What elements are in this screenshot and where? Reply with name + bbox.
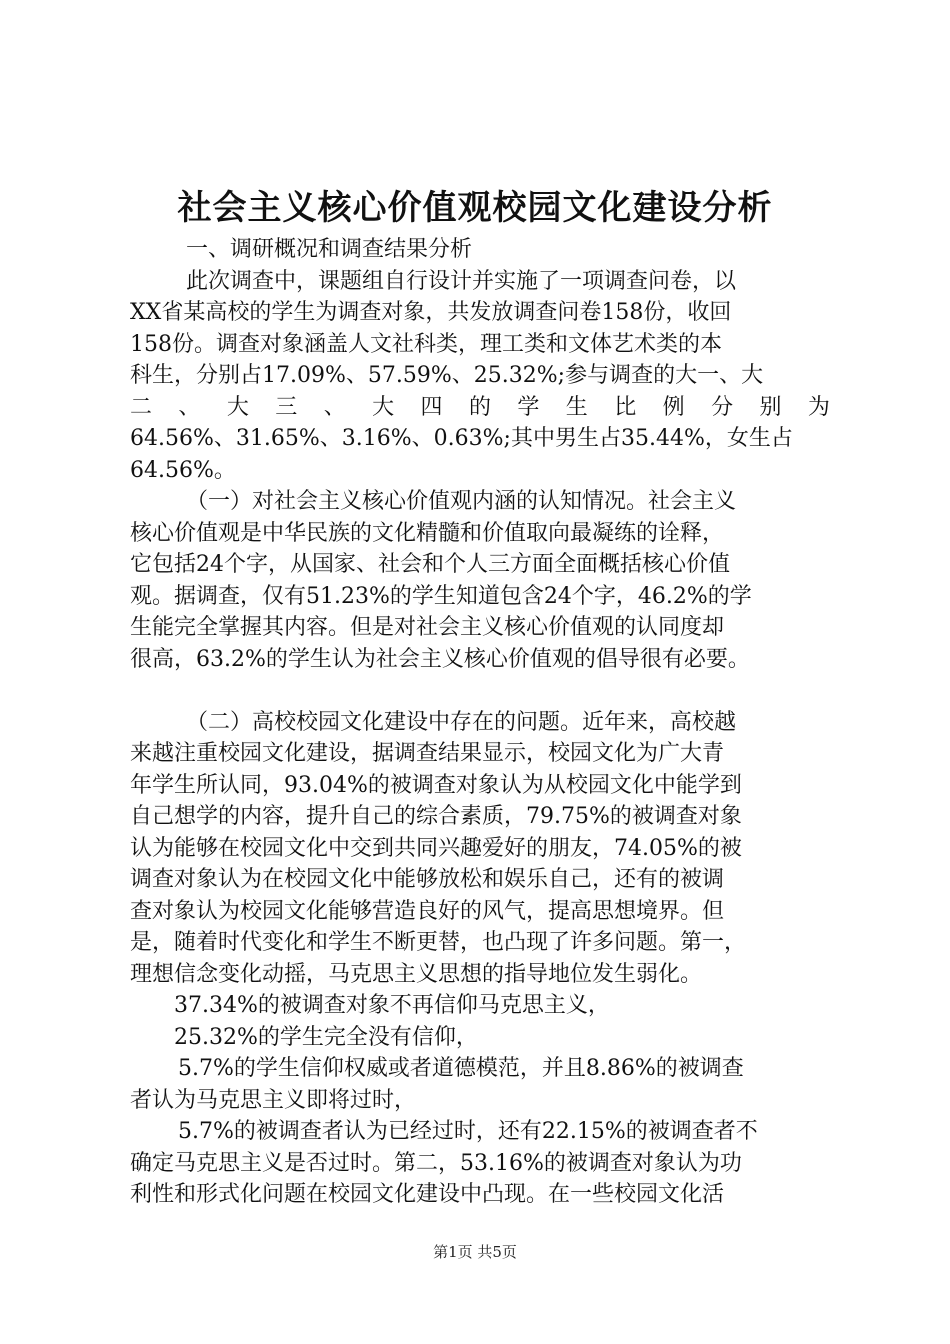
paragraph-line: 是，随着时代变化和学生不断更替，也凸现了许多问题。第一， — [130, 930, 747, 955]
paragraph-line: 它包括24个字，从国家、社会和个人三方面全面概括核心价值 — [130, 552, 730, 577]
justified-char: 大 — [372, 394, 395, 420]
paragraph-line: 确定马克思主义是否过时。第二，53.16%的被调查对象认为功 — [130, 1150, 742, 1176]
blank-line — [130, 675, 830, 707]
paragraph-line: 利性和形式化问题在校园文化建设中凸现。在一些校园文化活 — [130, 1182, 725, 1207]
paragraph-line: 调查对象认为在校园文化中能够放松和娱乐自己，还有的被调 — [130, 867, 725, 892]
paragraph-line: 查对象认为校园文化能够营造良好的风气，提高思想境界。但 — [130, 898, 725, 924]
paragraph-line: 5.7%的学生信仰权威或者道德模范，并且8.86%的被调查 — [178, 1056, 744, 1081]
paragraph-line: （一）对社会主义核心价值观内涵的认知情况。社会主义 — [186, 489, 737, 514]
justified-char: 、 — [323, 394, 346, 420]
paragraph-line: 观。据调查，仅有51.23%的学生知道包含24个字，46.2%的学 — [130, 583, 752, 609]
justified-char: 比 — [614, 394, 637, 420]
paragraph-line: 理想信念变化动摇，马克思主义思想的指导地位发生弱化。 — [130, 961, 703, 987]
justified-char: 四 — [420, 394, 443, 420]
justified-char: 大 — [226, 394, 249, 420]
justified-char: 的 — [468, 394, 491, 420]
document-title: 社会主义核心价值观校园文化建设分析 — [177, 188, 773, 228]
paragraph-line: 此次调查中，课题组自行设计并实施了一项调查问卷，以 — [186, 268, 737, 294]
justified-line — [130, 392, 830, 424]
justified-char: 二 — [130, 394, 153, 420]
justified-char: 别 — [759, 394, 782, 420]
section-heading: 一、调研概况和调查结果分析 — [186, 237, 473, 262]
paragraph-line: 科生，分别占17.09%、57.59%、25.32%;参与调查的大一、大 — [130, 363, 764, 388]
justified-char: 三 — [275, 394, 298, 420]
page-number-footer: 第1页 共5页 — [433, 1243, 517, 1261]
paragraph-line: 核心价值观是中华民族的文化精髓和价值取向最凝练的诠释， — [130, 520, 725, 546]
justified-char: 学 — [517, 394, 540, 420]
justified-char: 、 — [178, 394, 201, 420]
paragraph-line: （二）高校校园文化建设中存在的问题。近年来，高校越 — [186, 709, 737, 735]
justified-char: 为 — [807, 394, 830, 420]
paragraph-line: 25.32%的学生完全没有信仰， — [174, 1024, 478, 1050]
paragraph-line: 158份。调查对象涵盖人文社科类，理工类和文体艺术类的本 — [130, 331, 722, 357]
paragraph-line: 自己想学的内容，提升自己的综合素质，79.75%的被调查对象 — [130, 804, 742, 829]
paragraph-line: 很高，63.2%的学生认为社会主义核心价值观的倡导很有必要。 — [130, 646, 750, 672]
paragraph-line: 64.56%、31.65%、3.16%、0.63%;其中男生占35.44%，女生占 — [130, 426, 793, 451]
justified-char: 生 — [565, 394, 588, 420]
document-body — [130, 234, 830, 1211]
paragraph-line: 37.34%的被调查对象不再信仰马克思主义， — [174, 993, 610, 1018]
paragraph-line: 认为能够在校园文化中交到共同兴趣爱好的朋友，74.05%的被 — [130, 835, 742, 861]
paragraph-line: 年学生所认同，93.04%的被调查对象认为从校园文化中能学到 — [130, 772, 742, 798]
paragraph-line: 64.56%。 — [130, 457, 236, 483]
paragraph-line: XX省某高校的学生为调查对象，共发放调查问卷158份，收回 — [130, 300, 732, 325]
paragraph-line: 来越注重校园文化建设，据调查结果显示，校园文化为广大青 — [130, 741, 725, 766]
paragraph-line: 生能完全掌握其内容。但是对社会主义核心价值观的认同度却 — [130, 615, 725, 640]
justified-char: 例 — [662, 394, 685, 420]
justified-char: 分 — [711, 394, 734, 420]
paragraph-line: 5.7%的被调查者认为已经过时，还有22.15%的被调查者不 — [178, 1119, 758, 1144]
paragraph-line: 者认为马克思主义即将过时， — [130, 1087, 417, 1113]
